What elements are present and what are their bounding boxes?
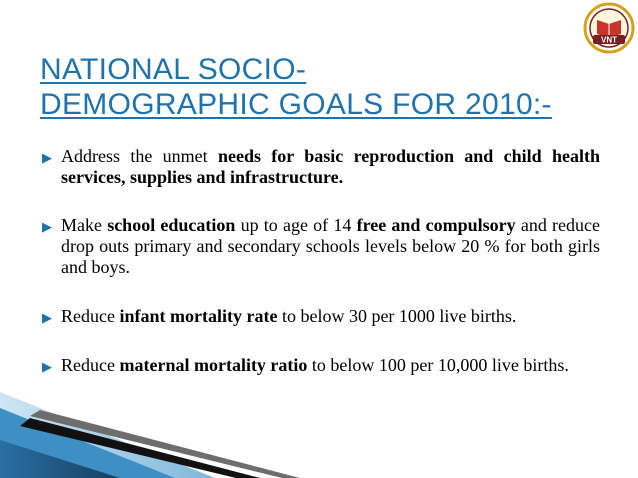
right-triangle-icon: ▶ [42, 310, 52, 325]
bold-text-segment: infant mortality rate [119, 306, 278, 326]
book-logo-icon [583, 2, 635, 54]
swoosh-dark-band [0, 440, 120, 478]
list-item [38, 146, 600, 188]
right-triangle-icon: ▶ [42, 359, 52, 374]
text-segment: and reduce drop outs primary and secondary schools levels below 20 % for both girls and boys. [61, 215, 601, 277]
title-line-1: NATIONAL SOCIO- [40, 53, 307, 86]
list-item [38, 215, 600, 278]
page-title [40, 52, 600, 122]
logo-text: VNT [601, 35, 617, 45]
bold-text-segment: maternal mortality ratio [119, 355, 308, 375]
list-item-text [61, 215, 600, 277]
bold-text-segment: free [356, 215, 387, 235]
text-segment: to below 100 per 10,000 live births. [307, 355, 569, 375]
swoosh-mid-band [0, 408, 175, 478]
list-item [38, 355, 600, 376]
list-item-text [61, 146, 600, 187]
list-item [38, 306, 600, 327]
text-segment: up to age of 14 [235, 215, 357, 235]
bold-text-segment: and compulsory [391, 215, 516, 235]
swoosh-grey-stripe [30, 410, 300, 478]
swoosh-light-band [0, 392, 215, 478]
bold-text-segment: school education [107, 215, 236, 235]
title-line-2: DEMOGRAPHIC GOALS FOR 2010:- [40, 88, 552, 121]
text-segment: Address the unmet [61, 146, 218, 166]
goals-list [38, 146, 600, 376]
text-segment: Make [61, 215, 108, 235]
list-item-text [61, 355, 569, 375]
right-triangle-icon: ▶ [42, 219, 52, 234]
right-triangle-icon: ▶ [42, 150, 52, 165]
text-segment: Reduce [61, 306, 120, 326]
bold-text-segment: needs for basic reproduction and child health services, supplies and infrastructure. [61, 146, 600, 187]
list-item-text [61, 306, 516, 326]
swoosh-black-stripe [20, 418, 260, 478]
text-segment: Reduce [61, 355, 120, 375]
text-segment: to below 30 per 1000 live births. [277, 306, 517, 326]
